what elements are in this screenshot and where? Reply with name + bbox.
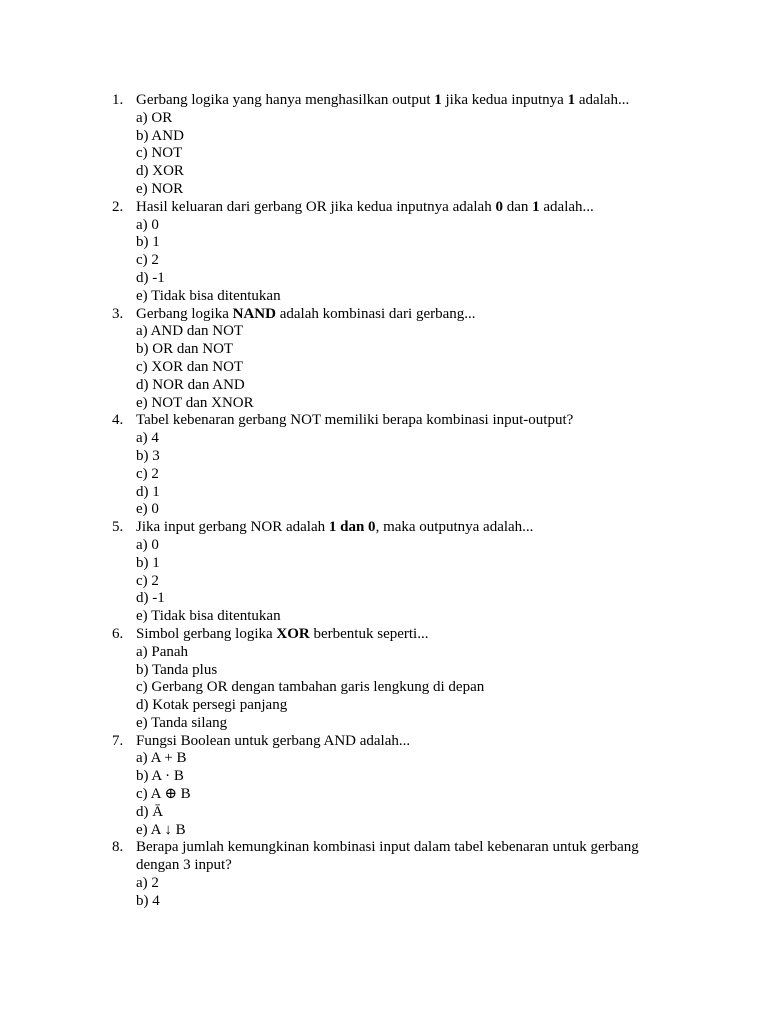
emphasis-text: 1 dan 0 [328,519,376,536]
question-text-segment: , maka outputnya adalah... [375,519,534,536]
option-list [136,750,656,839]
question-number: 6. [112,625,124,642]
question-item-5 [112,519,656,626]
answer-option: e) Tidak bisa ditentukan [136,287,281,304]
answer-option: d) NOR dan AND [136,376,245,393]
question-text-segment: Jika input gerbang NOR adalah [136,519,329,536]
question-text [136,733,656,751]
question-text-segment: Tabel kebenaran gerbang NOT memiliki berapa kombinasi input-output? [136,412,574,429]
answer-option: b) 4 [136,892,160,909]
answer-option: d) XOR [136,163,184,180]
answer-option: e) NOR [136,180,184,197]
question-item-8 [112,839,656,910]
question-text [136,92,656,110]
question-text-segment: Gerbang logika yang hanya menghasilkan output [136,92,435,108]
question-item-3 [112,305,656,413]
question-text-segment: Berapa jumlah kemungkinan kombinasi input dalam tabel kebenaran untuk gerbang dengan 3 input? [136,839,639,874]
answer-option: a) A + B [136,750,187,767]
emphasis-text: 1 [532,198,540,215]
emphasis-text: NAND [232,305,276,322]
question-text-segment: adalah... [539,198,594,215]
emphasis-text: 1 [434,92,442,108]
question-number: 8. [112,839,124,856]
answer-option: a) 0 [136,216,159,233]
question-number: 5. [112,519,124,536]
question-text-segment: Simbol gerbang logika [136,625,277,642]
question-number: 2. [112,198,124,215]
answer-option: d) -1 [136,590,165,607]
question-item-7 [112,732,656,840]
answer-option: a) OR [136,109,173,126]
answer-option: d) Ā [136,803,164,820]
answer-option: b) A · B [136,768,184,785]
question-list [112,92,656,911]
answer-option: a) 4 [136,430,159,447]
question-text-segment: jika kedua inputnya [441,92,568,108]
question-text [136,519,656,537]
answer-option: e) Tidak bisa ditentukan [136,608,281,625]
answer-option: a) 2 [136,875,159,892]
answer-option: b) 1 [136,554,160,571]
answer-option: b) Tanda plus [136,661,218,678]
question-number: 4. [112,412,124,429]
answer-option: c) 2 [136,465,159,482]
question-item-1 [112,92,656,199]
answer-option: e) A ↓ B [136,821,186,838]
question-item-6 [112,625,656,733]
answer-option: c) 2 [136,572,159,589]
question-item-2 [112,198,656,306]
question-text-segment: Fungsi Boolean untuk gerbang AND adalah... [136,732,411,749]
answer-option: d) 1 [136,483,160,500]
option-list [136,430,656,519]
answer-option: d) Kotak persegi panjang [136,697,288,714]
answer-option: a) AND dan NOT [136,323,244,340]
option-list [136,875,656,911]
answer-option: e) 0 [136,501,159,518]
question-text-segment: Hasil keluaran dari gerbang OR jika kedua inputnya adalah [136,198,496,215]
question-text [136,199,656,217]
emphasis-text: 1 [567,92,576,108]
answer-option: b) OR dan NOT [136,341,234,358]
answer-option: c) Gerbang OR dengan tambahan garis lengkung di depan [136,679,485,696]
emphasis-text: XOR [276,625,310,642]
question-number: 1. [112,92,124,108]
answer-option: b) AND [136,127,184,144]
question-text-segment: adalah... [575,92,630,108]
answer-option: b) 1 [136,234,160,251]
answer-option: e) Tanda silang [136,714,228,731]
answer-option: c) NOT [136,145,183,162]
question-text [136,839,656,875]
answer-option: a) Panah [136,643,189,660]
question-text-segment: berbentuk seperti... [309,625,429,642]
question-number: 3. [112,305,124,322]
question-number: 7. [112,732,124,749]
question-text-segment: Gerbang logika [136,305,233,322]
answer-option: c) 2 [136,252,159,269]
answer-option: d) -1 [136,269,165,286]
question-text-segment: dan [502,198,533,215]
question-text [136,412,656,430]
option-list [136,110,656,199]
answer-option: c) A ⊕ B [136,786,191,803]
emphasis-text: 0 [495,198,503,215]
answer-option: b) 3 [136,447,160,464]
question-text [136,306,656,324]
option-list [136,644,656,733]
question-text [136,626,656,644]
answer-option: c) XOR dan NOT [136,358,244,375]
question-text-segment: adalah kombinasi dari gerbang... [275,305,476,322]
option-list [136,323,656,412]
question-item-4 [112,412,656,519]
option-list [136,537,656,626]
answer-option: e) NOT dan XNOR [136,394,254,411]
option-list [136,217,656,306]
answer-option: a) 0 [136,536,159,553]
